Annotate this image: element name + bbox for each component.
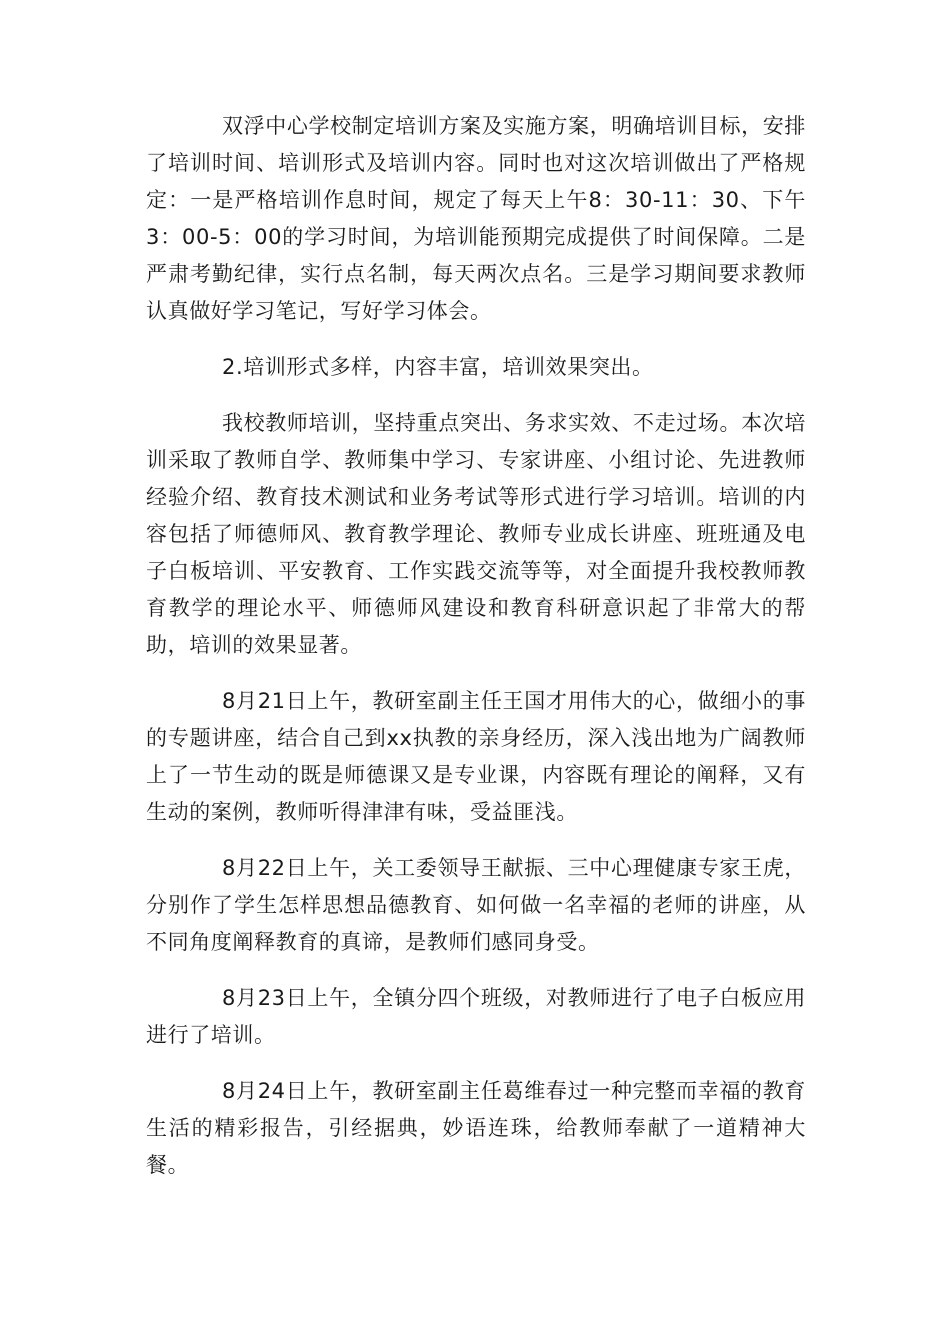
document-body bbox=[146, 108, 806, 1203]
paragraph-training-plan: 双浮中心学校制定培训方案及实施方案，明确培训目标，安排了培训时间、培训形式及培训内容。同时也对这次培训做出了严格规定：一是严格培训作息时间，规定了每天上午8：30-11：30、下午3：00-5：00的学习时间，为培训能预期完成提供了时间保障。二是严肃考勤纪律，实行点名制，每天两次点名。三是学习期间要求教师认真做好学习笔记，写好学习体会。 bbox=[146, 114, 806, 323]
paragraph-section-heading: 2.培训形式多样，内容丰富，培训效果突出。 bbox=[222, 355, 654, 379]
paragraph-aug-24: 8月24日上午，教研室副主任葛维春过一种完整而幸福的教育生活的精彩报告，引经据典，妙语连珠，给教师奉献了一道精神大餐。 bbox=[146, 1079, 806, 1177]
paragraph-aug-22: 8月22日上午，关工委领导王献振、三中心理健康专家王虎，分别作了学生怎样思想品德教育、如何做一名幸福的老师的讲座，从不同角度阐释教育的真谛，是教师们感同身受。 bbox=[146, 856, 806, 954]
paragraph-aug-23: 8月23日上午，全镇分四个班级，对教师进行了电子白板应用进行了培训。 bbox=[146, 986, 806, 1047]
paragraph-aug-21: 8月21日上午，教研室副主任王国才用伟大的心，做细小的事的专题讲座，结合自己到xx执教的亲身经历，深入浅出地为广阔教师上了一节生动的既是师德课又是专业课，内容既有理论的阐释，又有生动的案例，教师听得津津有味，受益匪浅。 bbox=[146, 689, 806, 824]
paragraph-training-forms: 我校教师培训，坚持重点突出、务求实效、不走过场。本次培训采取了教师自学、教师集中学习、专家讲座、小组讨论、先进教师经验介绍、教育技术测试和业务考试等形式进行学习培训。培训的内容包括了师德师风、教育教学理论、教师专业成长讲座、班班通及电子白板培训、平安教育、工作实践交流等等，对全面提升我校教师教育教学的理论水平、师德师风建设和教育科研意识起了非常大的帮助，培训的效果显著。 bbox=[146, 411, 806, 657]
